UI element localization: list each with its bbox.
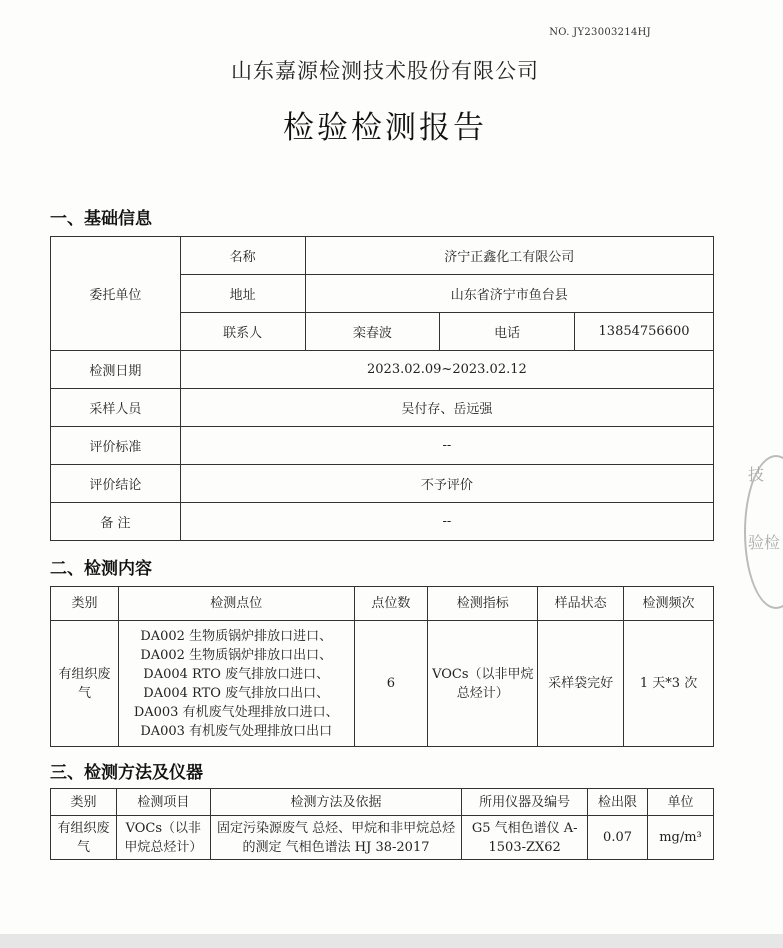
seal-stamp-text: 验检 [748,533,781,552]
point-line: DA002 生物质锅炉排放口出口、 [140,647,333,663]
point-line: DA004 RTO 废气排放口出口、 [143,685,330,701]
section-heading-basic-info: 一、基础信息 [50,209,152,229]
methods-header-method: 检测方法及依据 [210,789,462,816]
content-table [50,586,714,747]
address-value: 山东省济宁市鱼台县 [305,275,713,313]
content-header-count: 点位数 [354,587,428,621]
content-header-indicator: 检测指标 [428,587,538,621]
report-number: NO. JY23003214HJ [549,27,651,38]
sampler-label: 采样人员 [51,389,181,427]
basic-info-table [50,236,714,541]
methods-instrument: G5 气相色谱仪 A-1503-ZX62 [462,816,588,860]
point-line: DA003 有机废气处理排放口进口、 [133,704,339,720]
methods-header-instrument: 所用仪器及编号 [462,789,588,816]
content-points [118,621,354,747]
report-title: 检验检测报告 [283,110,487,146]
content-frequency: 1 天*3 次 [624,621,714,747]
methods-unit: mg/m³ [648,816,714,860]
viewer-bottom-bar [0,934,783,948]
date-value: 2023.02.09~2023.02.12 [180,351,713,389]
content-indicator: VOCs（以非甲烷总烃计） [428,621,538,747]
contact-label: 联系人 [180,313,305,351]
methods-category: 有组织废气 [51,816,117,860]
remark-value: -- [180,503,713,541]
contact-value: 栾春波 [305,313,440,351]
methods-header-item: 检测项目 [116,789,210,816]
standard-label: 评价标准 [51,427,181,465]
methods-table [50,788,714,860]
conclusion-value: 不予评价 [180,465,713,503]
company-name: 山东嘉源检测技术股份有限公司 [231,59,539,83]
seal-stamp-text: 技 [748,465,765,484]
content-status: 采样袋完好 [538,621,624,747]
phone-value: 13854756600 [575,313,714,351]
standard-value: -- [180,427,713,465]
section-heading-methods: 三、检测方法及仪器 [50,763,203,783]
methods-limit: 0.07 [588,816,648,860]
content-header-status: 样品状态 [538,587,624,621]
name-value: 济宁正鑫化工有限公司 [305,237,713,275]
remark-label: 备 注 [51,503,181,541]
content-header-frequency: 检测频次 [624,587,714,621]
methods-method: 固定污染源废气 总烃、甲烷和非甲烷总烃的测定 气相色谱法 HJ 38-2017 [210,816,462,860]
content-category: 有组织废气 [51,621,119,747]
content-count: 6 [354,621,428,747]
phone-label: 电话 [440,313,575,351]
date-label: 检测日期 [51,351,181,389]
point-line: DA003 有机废气处理排放口出口 [140,723,333,739]
methods-header-category: 类别 [51,789,117,816]
name-label: 名称 [180,237,305,275]
methods-header-unit: 单位 [648,789,714,816]
section-heading-content: 二、检测内容 [50,559,152,579]
methods-header-limit: 检出限 [588,789,648,816]
conclusion-label: 评价结论 [51,465,181,503]
content-header-points: 检测点位 [118,587,354,621]
point-line: DA002 生物质锅炉排放口进口、 [140,628,333,644]
sampler-value: 吴付存、岳远强 [180,389,713,427]
methods-item: VOCs（以非甲烷总烃计） [116,816,210,860]
client-label: 委托单位 [51,237,181,351]
content-header-category: 类别 [51,587,119,621]
address-label: 地址 [180,275,305,313]
point-line: DA004 RTO 废气排放口进口、 [143,666,330,682]
